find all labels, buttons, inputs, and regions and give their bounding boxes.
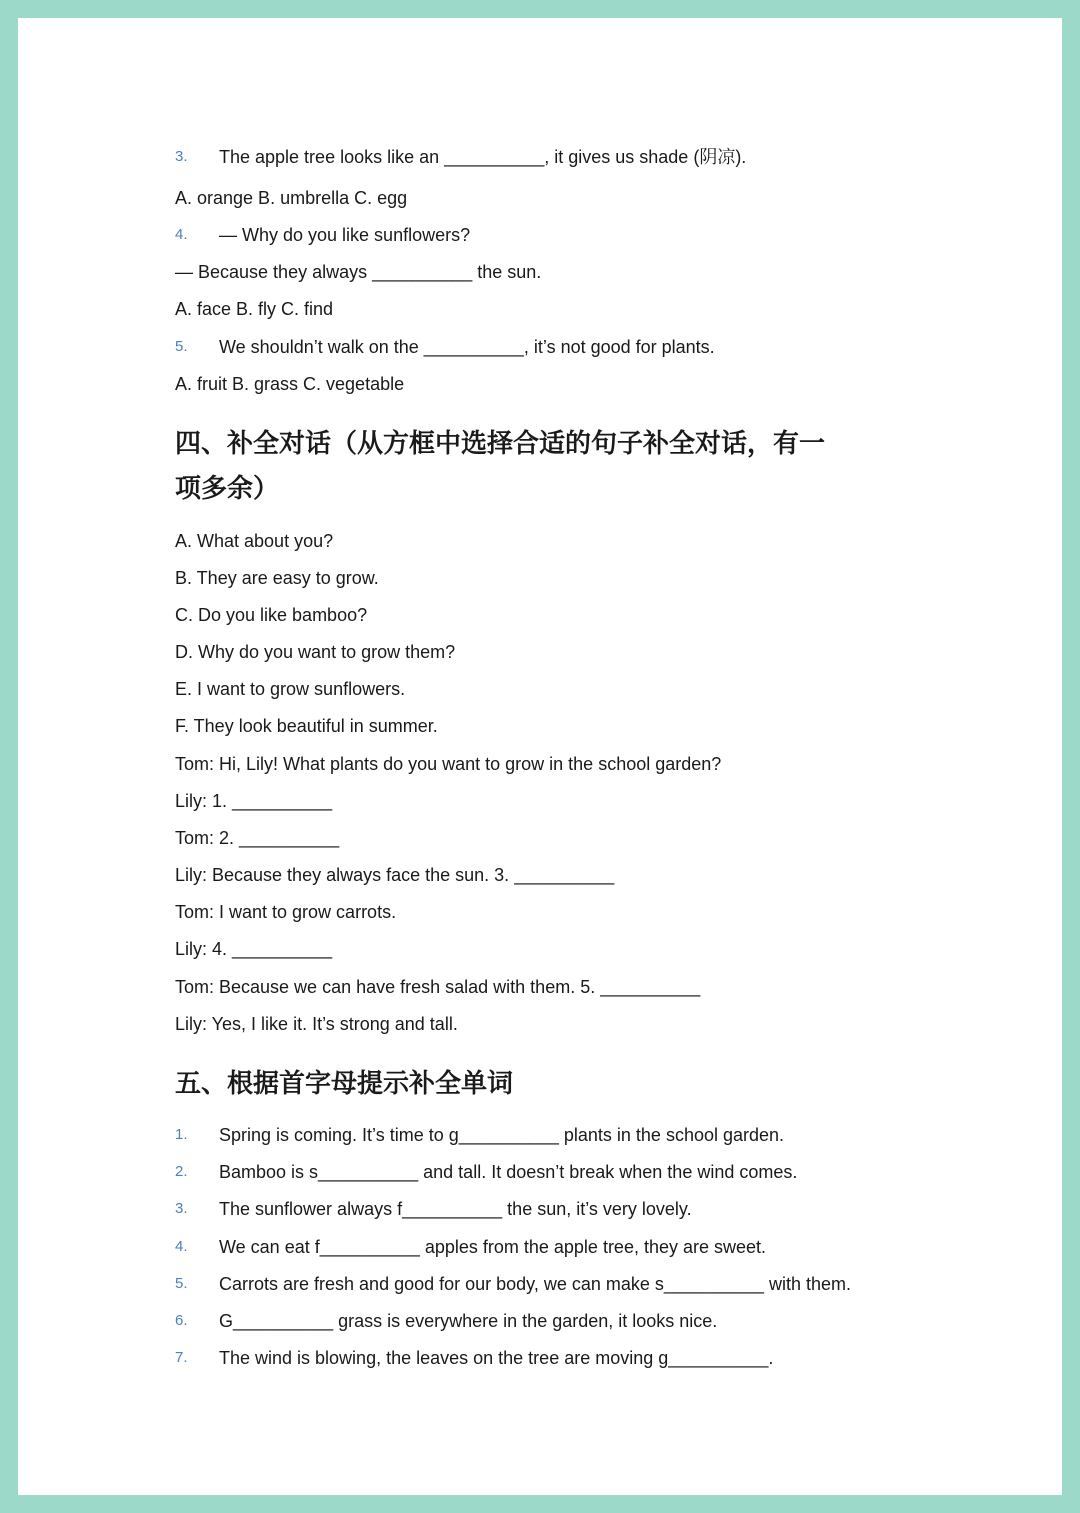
item-number: 1. (175, 1126, 188, 1143)
option-d: D. Why do you want to grow them? (175, 642, 456, 662)
dialogue-line-2: Lily: 1. __________ (175, 791, 333, 811)
question-4-options: A. face B. fly C. find (175, 299, 334, 319)
option-e: E. I want to grow sunflowers. (175, 679, 406, 699)
item-text: Carrots are fresh and good for our body, we can make s__________ with them. (219, 1274, 852, 1294)
item-text: The sunflower always f__________ the sun, it’s very lovely. (219, 1199, 692, 1219)
question-5-options: A. fruit B. grass C. vegetable (175, 374, 405, 394)
question-text: The apple tree looks like an __________, it gives us shade (阴凉). (219, 147, 747, 167)
item-text: The wind is blowing, the leaves on the tree are moving g__________. (219, 1348, 774, 1368)
item-number: 4. (175, 1238, 188, 1255)
dialogue-line-4: Lily: Because they always face the sun. 3. __________ (175, 865, 615, 885)
item-number: 7. (175, 1349, 188, 1366)
question-number: 4. (175, 226, 188, 243)
section-4-heading-line-1: 四、补全对话（从方框中选择合适的句子补全对话，有一 (175, 429, 826, 459)
item-number: 3. (175, 1200, 188, 1217)
dialogue-line-1: Tom: Hi, Lily! What plants do you want to grow in the school garden? (175, 754, 722, 774)
item-text: We can eat f__________ apples from the apple tree, they are sweet. (219, 1237, 767, 1257)
question-number: 5. (175, 338, 188, 355)
dialogue-line-6: Lily: 4. __________ (175, 939, 333, 959)
item-number: 2. (175, 1163, 188, 1180)
item-number: 6. (175, 1312, 188, 1329)
question-3-options: A. orange B. umbrella C. egg (175, 188, 408, 208)
question-number: 3. (175, 148, 188, 165)
option-c: C. Do you like bamboo? (175, 605, 368, 625)
item-text: Bamboo is s__________ and tall. It doesn’t break when the wind comes. (219, 1162, 798, 1182)
question-text: We shouldn’t walk on the __________, it’s not good for plants. (219, 337, 715, 357)
dialogue-line-3: Tom: 2. __________ (175, 828, 340, 848)
option-a: A. What about you? (175, 531, 334, 551)
section-4-heading-line-2: 项多余） (175, 474, 280, 504)
option-b: B. They are easy to grow. (175, 568, 379, 588)
section-5-heading: 五、根据首字母提示补全单词 (175, 1069, 514, 1099)
dialogue-line-5: Tom: I want to grow carrots. (175, 902, 397, 922)
dialogue-line-8: Lily: Yes, I like it. It’s strong and tall. (175, 1014, 458, 1034)
worksheet-page (18, 18, 1062, 1495)
item-text: Spring is coming. It’s time to g__________ plants in the school garden. (219, 1125, 785, 1145)
question-text: — Why do you like sunflowers? (219, 225, 471, 245)
option-f: F. They look beautiful in summer. (175, 716, 438, 736)
dialogue-line-7: Tom: Because we can have fresh salad with them. 5. __________ (175, 977, 701, 997)
question-4-response: — Because they always __________ the sun. (175, 262, 542, 282)
item-text: G__________ grass is everywhere in the garden, it looks nice. (219, 1311, 718, 1331)
item-number: 5. (175, 1275, 188, 1292)
